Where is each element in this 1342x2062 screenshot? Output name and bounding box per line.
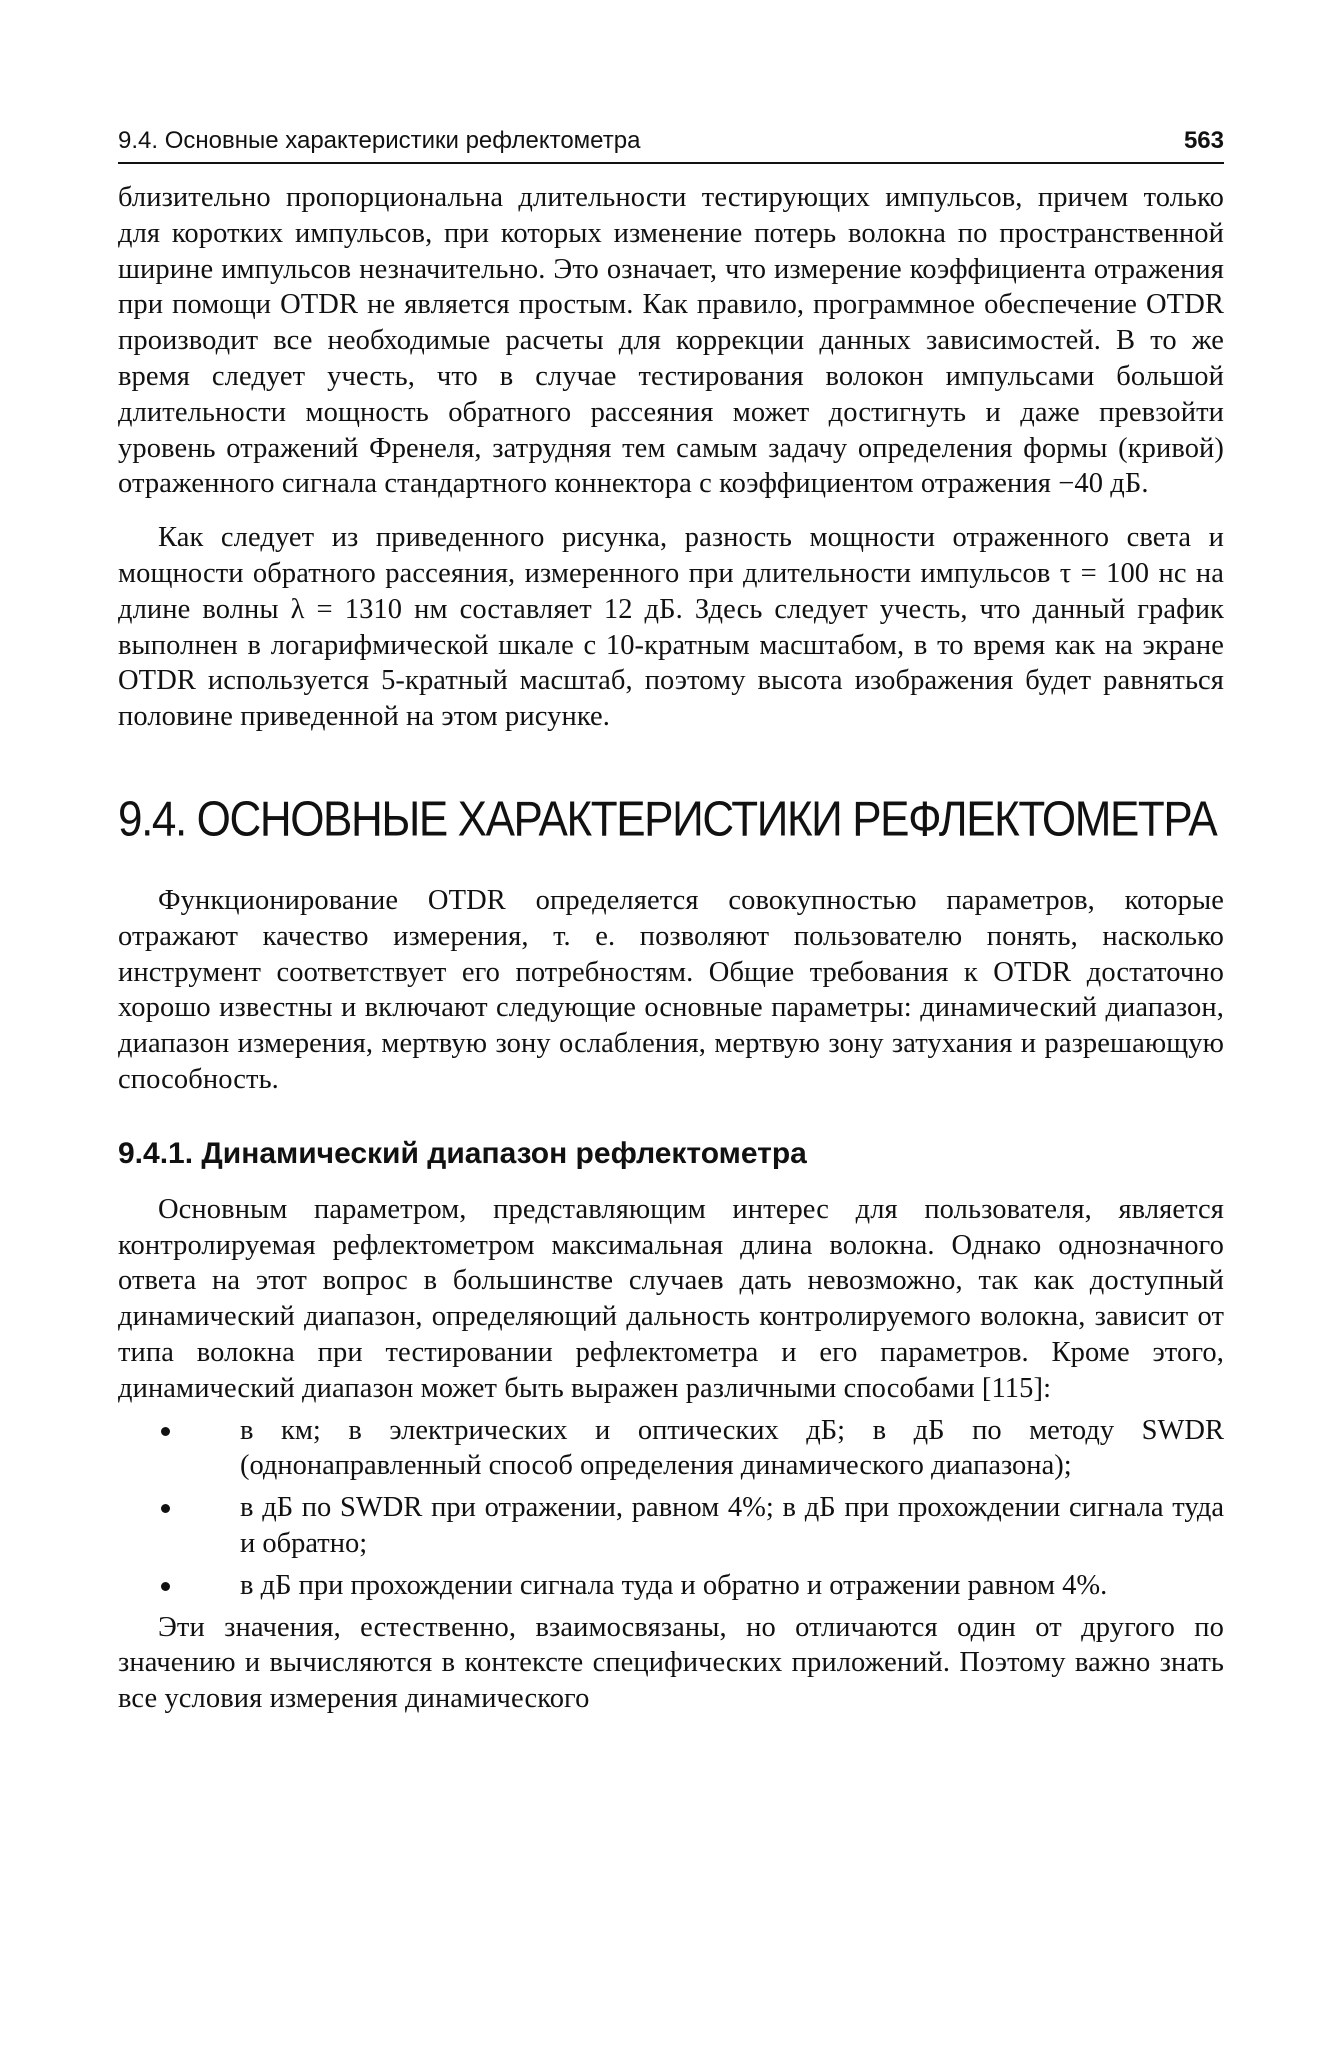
section-intro-paragraph: Функционирование OTDR определяется совокупностью параметров, которые отражают качество измерения, т. е. позволяют пользователю понять, насколько инструмент соответствует его потребностям. Общие требования к OTDR достаточно хорошо известны и включают следующие основные параметры: динамический диапазон, диапазон измерения, мертвую зону ослабления, мертвую зону затухания и разрешающую способность. xyxy=(118,884,1224,1095)
paragraph-figure-discussion: Как следует из приведенного рисунка, разность мощности отраженного света и мощности обратного рассеяния, измеренного при длительности импульсов τ = 100 нс на длине волны λ = 1310 нм составляет 12 дБ. Здесь следует учесть, что данный график выполнен в логарифмической шкале с 10-кратным масштабом, в то время как на экране OTDR используется 5-кратный масштаб, поэтому высота изображения будет равняться половине приведенной на этом рисунке. xyxy=(118,522,1224,733)
list-item-text: в км; в электрических и оптических дБ; в дБ по методу SWDR (однонаправленный способ определения динамического диапазона); xyxy=(240,1414,1224,1482)
page-number: 563 xyxy=(1183,127,1224,154)
list-item xyxy=(118,1490,1224,1562)
running-header xyxy=(118,126,1224,164)
paragraph-continued: близительно пропорциональна длительности тестирующих импульсов, причем только для коротких импульсов, при которых изменение потерь волокна по пространственной ширине импульсов незначительно. Это означает, что измерение коэффициента отражения при помощи OTDR не является простым. Как правило, программное обеспечение OTDR производит все необходимые расчеты для коррекции данных зависимостей. В то же время следует учесть, что в случае тестирования волокон импульсами большой длительности мощность обратного рассеяния может достигнуть и даже превзойти уровень отражений Френеля, затрудняя тем самым задачу определения формы (кривой) отраженного сигнала стандартного коннектора с коэффициентом отражения −40 дБ. xyxy=(118,182,1224,500)
bullet-icon xyxy=(161,1427,170,1436)
list-item-text: в дБ при прохождении сигнала туда и обратно и отражении равном 4%. xyxy=(240,1569,1108,1601)
subsection-paragraph: Основным параметром, представляющим интерес для пользователя, является контролируемая рефлектометром максимальная длина волокна. Однако однозначного ответа на этот вопрос в большинстве случаев дать невозможно, так как доступный динамический диапазон, определяющий дальность контролируемого волокна, зависит от типа волокна при тестировании рефлектометра и его параметров. Кроме этого, динамический диапазон может быть выражен различными способами [115]: xyxy=(118,1193,1224,1404)
subsection-heading: 9.4.1. Динамический диапазон рефлектометра xyxy=(118,1136,807,1170)
list-item xyxy=(118,1413,1224,1485)
section-heading: 9.4. ОСНОВНЫЕ ХАРАКТЕРИСТИКИ РЕФЛЕКТОМЕТРА xyxy=(118,791,1217,847)
list-item-text: в дБ по SWDR при отражении, равном 4%; в дБ при прохождении сигнала туда и обратно; xyxy=(240,1492,1224,1559)
running-title: 9.4. Основные характеристики рефлектометра xyxy=(118,127,641,154)
bullet-icon xyxy=(161,1582,170,1591)
closing-paragraph: Эти значения, естественно, взаимосвязаны, но отличаются один от другого по значению и вычисляются в контексте специфических приложений. Поэтому важно знать все условия измерения динамического xyxy=(118,1611,1224,1715)
bullet-list xyxy=(118,1413,1224,1604)
page-content xyxy=(118,180,1224,1717)
bullet-icon xyxy=(161,1504,170,1513)
list-item xyxy=(118,1568,1224,1604)
